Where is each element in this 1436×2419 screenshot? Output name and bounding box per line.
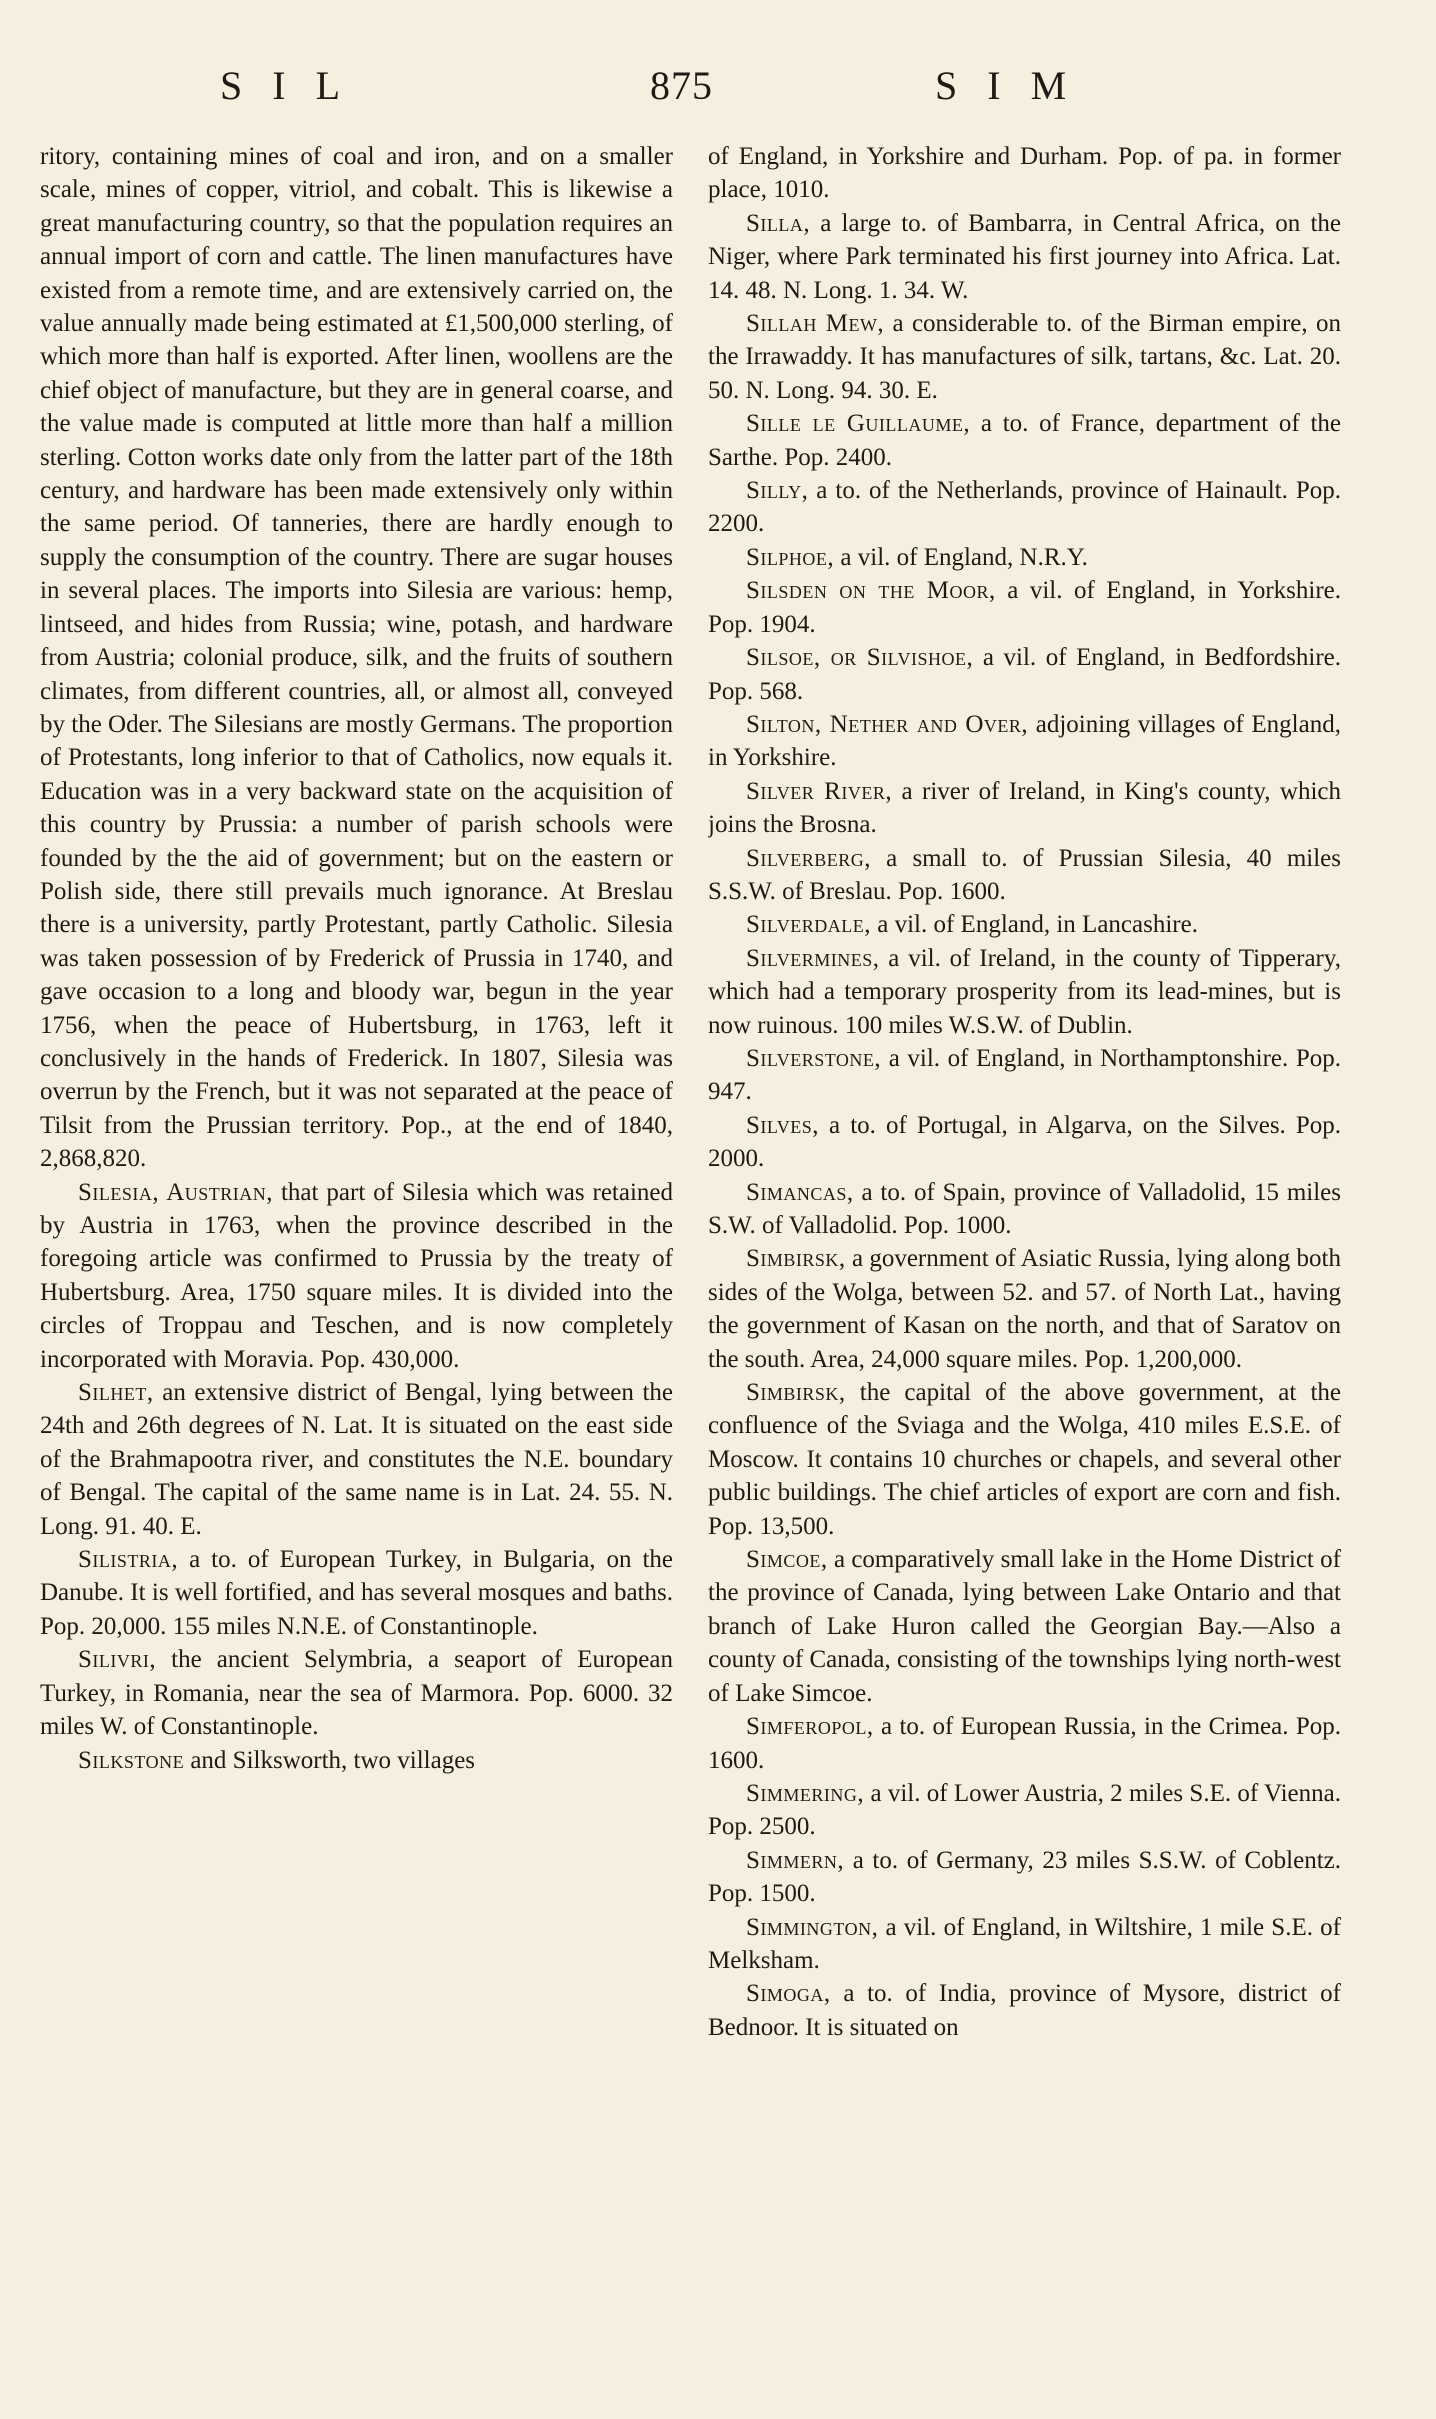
entry-headword: Silsoe, or Silvishoe,	[746, 644, 974, 672]
entry-text: adjoining villages of England, in Yorkshire.	[708, 710, 1341, 772]
gazetteer-entry	[708, 1109, 1341, 1176]
entry-text: a to. of European Turkey, in Bulgaria, on the Danube. It is well fortified, and has several mosques and baths. Pop. 20,000. 155 miles N.N.E. of Constantinople.	[40, 1546, 673, 1640]
gazetteer-entry	[708, 708, 1341, 775]
entry-headword: Silvermines,	[746, 944, 880, 972]
entry-headword: Simbirsk,	[746, 1245, 846, 1273]
entry-headword: Silsden on the Moor,	[746, 577, 996, 605]
entry-headword: Silly,	[746, 477, 809, 505]
entry-text: an extensive district of Bengal, lying between the 24th and 26th degrees of N. Lat. It is situated on the east side of the Brahmapootra river, and constitutes the N.E. boundary of Bengal. The capital of the same name is in Lat. 24. 55. N. Long. 91. 40. E.	[40, 1379, 673, 1540]
page-number: 875	[650, 63, 713, 108]
entry-text: a vil. of England, in Bedfordshire. Pop. 568.	[708, 644, 1341, 705]
entry-text: a small to. of Prussian Silesia, 40 miles S.S.W. of Breslau. Pop. 1600.	[708, 844, 1341, 905]
entry-text: a large to. of Bambarra, in Central Africa, on the Niger, where Park terminated his first journey into Africa. Lat. 14. 48. N. Long. 1. 34. W.	[708, 209, 1341, 304]
entry-headword: Silverberg,	[746, 844, 871, 872]
gazetteer-entry	[708, 1777, 1341, 1844]
entry-headword: Silistria,	[78, 1546, 179, 1574]
gazetteer-entry	[708, 574, 1341, 641]
entry-headword: Silverstone,	[746, 1044, 882, 1072]
entry-headword: Silesia, Austrian,	[78, 1178, 274, 1206]
entry-headword: Simbirsk,	[746, 1379, 846, 1407]
entry-text: a vil. of England, in Wiltshire, 1 mile S.E. of Melksham.	[708, 1913, 1341, 1974]
gazetteer-entry	[708, 908, 1341, 941]
entry-text: a vil. of England, in Lancashire.	[870, 911, 1198, 939]
header-right-guide-word: SIM	[935, 63, 1097, 108]
gazetteer-entry	[708, 1176, 1341, 1243]
gazetteer-entry	[708, 1543, 1341, 1710]
entry-text: a to. of Portugal, in Algarva, on the Silves. Pop. 2000.	[708, 1111, 1341, 1173]
gazetteer-entry	[708, 207, 1341, 307]
gazetteer-entry	[708, 1042, 1341, 1109]
gazetteer-entry	[708, 641, 1341, 708]
gazetteer-entry	[708, 541, 1341, 574]
gazetteer-entry	[708, 1242, 1341, 1376]
gazetteer-entry	[708, 1376, 1341, 1543]
gazetteer-entry	[40, 1543, 673, 1643]
gazetteer-entry	[708, 307, 1341, 407]
entry-text: the capital of the above government, at the confluence of the Sviaga and the Wolga, 410 miles E.S.E. of Moscow. It contains 10 churches or chapels, and several other public buildings. The chief articles of export are corn and fish. Pop. 13,500.	[708, 1379, 1341, 1540]
gazetteer-entry	[708, 1977, 1341, 2044]
entry-text: and Silksworth, two villages	[184, 1746, 476, 1774]
entry-text: a to. of the Netherlands, province of Hainault. Pop. 2200.	[708, 477, 1341, 538]
header-left-guide-word: SIL	[220, 63, 370, 108]
entry-headword: Sille le Guillaume,	[746, 410, 971, 438]
entry-text: a river of Ireland, in King's county, which joins the Brosna.	[708, 777, 1341, 839]
entry-text: a to. of India, province of Mysore, district of Bednoor. It is situated on	[708, 1980, 1341, 2041]
entry-headword: Silphoe,	[746, 543, 835, 571]
entry-headword: Simferopol,	[746, 1713, 874, 1741]
entry-headword: Simoga,	[746, 1980, 831, 2008]
entry-headword: Simancas,	[746, 1178, 854, 1206]
gazetteer-entry	[40, 1376, 673, 1543]
entry-headword: Sillah Mew,	[746, 310, 885, 338]
gazetteer-entry	[708, 407, 1341, 474]
gazetteer-entry	[40, 1176, 673, 1376]
left-column	[40, 140, 673, 2390]
gazetteer-entry	[708, 942, 1341, 1042]
entry-text: a vil. of Ireland, in the county of Tipperary, which had a temporary prosperity from its lead-mines, but is now ruinous. 100 miles W.S.W. of Dublin.	[708, 944, 1341, 1039]
entry-text: a vil. of England, N.R.Y.	[834, 543, 1088, 571]
gazetteer-entry	[40, 1643, 673, 1743]
entry-text: of England, in Yorkshire and Durham. Pop. of pa. in former place, 1010.	[708, 143, 1341, 204]
entry-headword: Simmering,	[746, 1779, 865, 1807]
entry-text: the ancient Selymbria, a seaport of European Turkey, in Romania, near the sea of Marmora. Pop. 6000. 32 miles W. of Constantinople.	[40, 1646, 673, 1741]
entry-text: a vil. of Lower Austria, 2 miles S.E. of Vienna. Pop. 2500.	[708, 1779, 1341, 1841]
page-header	[0, 62, 1436, 122]
entry-headword: Silton, Nether and Over,	[746, 710, 1029, 738]
entry-text: a to. of France, department of the Sarthe. Pop. 2400.	[708, 410, 1341, 471]
gazetteer-entry	[708, 474, 1341, 541]
gazetteer-entry	[40, 1744, 673, 1777]
gazetteer-entry	[708, 842, 1341, 909]
entry-text: ritory, containing mines of coal and iron, and on a smaller scale, mines of copper, vitriol, and cobalt. This is likewise a great manufacturing country, so that the population requires an annual import of corn and cattle. The linen manufactures have existed from a remote time, and are extensively carried on, the value annually made being estimated at £1,500,000 sterling, of which more than half is exported. After linen, woollens are the chief object of manufacture, but they are in general coarse, and the value made is computed at little more than half a million sterling. Cotton works date only from the latter part of the 18th century, and hardware has been made extensively only within the same period. Of tanneries, there are hardly enough to supply the consumption of the country. There are sugar houses in several places. The imports into Silesia are various: hemp, lintseed, and hides from Russia; wine, potash, and hardware from Austria; colonial produce, silk, and the fruits of southern climates, from different countries, all, or almost all, conveyed by the Oder. The Silesians are mostly Germans. The proportion of Protestants, long inferior to that of Catholics, now equals it. Education was in a very backward state on the acquisition of this country by Prussia: a number of parish schools were founded by the the aid of government; but on the eastern or Polish side, there still prevails much ignorance. At Breslau there is a university, partly Protestant, partly Catholic. Silesia was taken possession of by Frederick of Prussia in 1740, and gave occasion to a long and bloody war, begun in the year 1756, when the peace of Hubertsburg, in 1763, left it conclusively in the hands of Frederick. In 1807, Silesia was overrun by the French, but it was not separated at the peace of Tilsit from the Prussian territory. Pop., at the end of 1840, 2,868,820.	[40, 143, 673, 1173]
entry-headword: Simmington,	[746, 1913, 879, 1941]
continued-entry	[708, 140, 1341, 207]
entry-headword: Silverdale,	[746, 911, 871, 939]
right-column	[708, 140, 1341, 2390]
entry-text: a to. of European Russia, in the Crimea. Pop. 1600.	[708, 1713, 1341, 1774]
gazetteer-entry	[708, 1911, 1341, 1978]
entry-text: a vil. of England, in Northamptonshire. Pop. 947.	[708, 1044, 1341, 1106]
entry-text: that part of Silesia which was retained by Austria in 1763, when the province described in the foregoing article was confirmed to Prussia by the treaty of Hubertsburg. Area, 1750 square miles. It is divided into the circles of Troppau and Teschen, and is now completely incorporated with Moravia. Pop. 430,000.	[40, 1178, 673, 1373]
gazetteer-entry	[708, 775, 1341, 842]
entry-headword: Simcoe,	[746, 1546, 828, 1574]
gazetteer-entry	[708, 1710, 1341, 1777]
entry-text: a government of Asiatic Russia, lying along both sides of the Wolga, between 52. and 57. of North Lat., having the government of Kasan on the north, and that of Saratov on the south. Area, 24,000 square miles. Pop. 1,200,000.	[708, 1245, 1341, 1373]
gazetteer-entry	[708, 1844, 1341, 1911]
entry-headword: Silves,	[746, 1111, 819, 1139]
entry-headword: Simmern,	[746, 1846, 845, 1874]
entry-text: a comparatively small lake in the Home District of the province of Canada, lying between Lake Ontario and that branch of Lake Huron called the Georgian Bay.—Also a county of Canada, consisting of the townships lying north-west of Lake Simcoe.	[708, 1546, 1341, 1707]
entry-headword: Silla,	[746, 209, 811, 237]
entry-headword: Silhet,	[78, 1379, 154, 1407]
continued-entry	[40, 140, 673, 1176]
entry-text: a vil. of England, in Yorkshire. Pop. 1904.	[708, 577, 1341, 638]
entry-text: a considerable to. of the Birman empire, on the Irrawaddy. It has manufactures of silk, tartans, &c. Lat. 20. 50. N. Long. 94. 30. E.	[708, 310, 1341, 404]
entry-headword: Silver River,	[746, 777, 893, 805]
entry-text: a to. of Spain, province of Valladolid, 15 miles S.W. of Valladolid. Pop. 1000.	[708, 1178, 1341, 1239]
entry-headword: Silivri,	[78, 1646, 157, 1674]
entry-text: a to. of Germany, 23 miles S.S.W. of Coblentz. Pop. 1500.	[708, 1846, 1341, 1908]
entry-headword: Silkstone	[78, 1746, 185, 1774]
